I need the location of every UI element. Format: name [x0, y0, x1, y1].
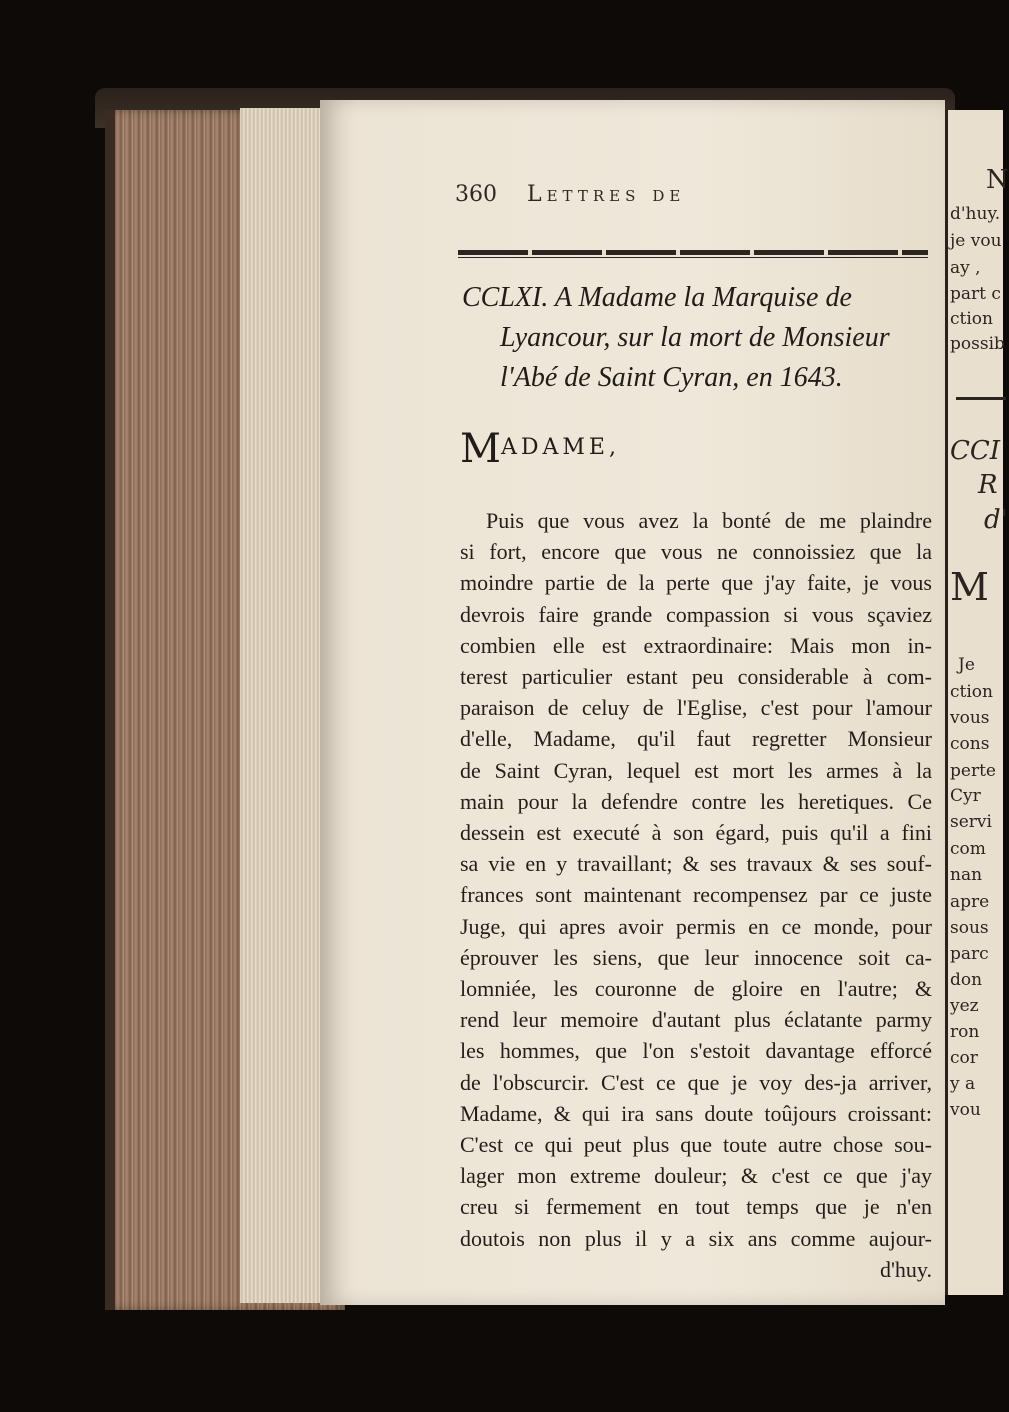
body-line: Juge, qui apres avoir permis en ce monde, pour — [460, 913, 932, 939]
body-line: lager mon extreme douleur; & c'est ce que j'ay — [460, 1163, 932, 1189]
facing-fragment: part c — [950, 284, 1001, 304]
facing-fragment: ction — [950, 309, 993, 329]
letter-title-line: Lyancour, sur la mort de Monsieur — [500, 322, 890, 353]
facing-fragment: servi — [950, 812, 992, 832]
facing-fragment: ron — [950, 1022, 980, 1042]
salutation — [460, 426, 620, 472]
body-line: combien elle est extraordinaire: Mais mon in- — [460, 632, 932, 658]
facing-fragment: y a — [950, 1074, 976, 1094]
facing-fragment: sous — [950, 918, 989, 938]
facing-fragment: ction — [950, 682, 993, 702]
body-line: si fort, encore que vous ne connoissiez que la — [460, 539, 932, 565]
facing-fragment: com — [950, 839, 986, 859]
body-line: doutois non plus il y a six ans comme aujour- — [460, 1225, 932, 1251]
body-line: Puis que vous avez la bonté de me plaindre — [486, 508, 932, 533]
body-line: moindre partie de la perte que j'ay faite, je vous — [460, 570, 932, 596]
body-line: rend leur memoire d'autant plus éclatante parmy — [460, 1007, 932, 1033]
letter-body — [460, 505, 932, 1285]
body-line: Madame, & qui ira sans doute toûjours croissant: — [460, 1100, 932, 1126]
facing-fragment: d'huy. — [950, 204, 1001, 224]
body-line: de l'obscurcir. C'est ce que je voy des-ja arriver, — [460, 1069, 932, 1095]
left-page — [320, 100, 945, 1305]
facing-fragment: perte — [950, 761, 996, 781]
facing-fragment: R — [978, 470, 998, 500]
facing-rule — [956, 397, 1006, 400]
facing-fragment: cons — [950, 734, 990, 754]
body-line: frances sont maintenant recompensez par ce juste — [460, 882, 932, 908]
body-line: main pour la defendre contre les heretiques. Ce — [460, 788, 932, 814]
body-line: terest particulier estant peu considerable à com- — [460, 664, 932, 690]
letter-title-line: CCLXI. A Madame la Marquise de — [462, 282, 852, 313]
letter-title-line: l'Abé de Saint Cyran, en 1643. — [500, 362, 843, 393]
body-line: d'elle, Madame, qu'il faut regretter Monsieur — [460, 726, 932, 752]
running-head — [455, 182, 685, 207]
facing-fragment: apre — [950, 892, 990, 912]
catchword: d'huy. — [879, 1256, 932, 1282]
facing-fragment: CCI — [950, 436, 1001, 466]
facing-fragment: possib — [950, 334, 1005, 354]
facing-fragment: Je — [958, 655, 975, 675]
body-line: les hommes, que l'on s'estoit davantage efforcé — [460, 1038, 932, 1064]
running-title: Lettres de — [527, 182, 686, 207]
facing-fragment: yez — [950, 996, 979, 1016]
salutation-rest: ADAME, — [500, 435, 620, 460]
facing-fragment: je vou — [950, 231, 1002, 251]
facing-fragment: d' — [984, 505, 1008, 535]
body-line: C'est ce qui peut plus que toute autre chose sou- — [460, 1132, 932, 1158]
salutation-initial: M — [460, 426, 501, 472]
facing-fragment: vou — [950, 1100, 981, 1120]
body-line: lomniée, les couronne de gloire en l'autre; & — [460, 976, 932, 1002]
page-number: 360 — [455, 182, 497, 207]
facing-fragment: M — [950, 565, 989, 609]
body-line: devrois faire grande compassion si vous sçaviez — [460, 601, 932, 627]
facing-fragment: cor — [950, 1048, 978, 1068]
body-line: dessein est executé à son égard, puis qu'il a fini — [460, 820, 932, 846]
body-line: de Saint Cyran, lequel est mort les armes à la — [460, 757, 932, 783]
facing-fragment: don — [950, 970, 983, 990]
header-rule — [458, 250, 928, 255]
body-line: éprouver les siens, que leur innocence soit ca- — [460, 944, 932, 970]
facing-fragment: parc — [950, 944, 989, 964]
facing-fragment: Cyr — [950, 786, 981, 806]
body-line: paraison de celuy de l'Eglise, c'est pour l'amour — [460, 695, 932, 721]
facing-fragment: N — [986, 165, 1009, 195]
facing-page — [945, 110, 1009, 1295]
letter-title — [462, 278, 932, 398]
facing-fragment: ay , — [950, 258, 981, 278]
facing-fragment: nan — [950, 865, 983, 885]
header-rule-thin — [458, 257, 928, 258]
body-line: sa vie en y travaillant; & ses travaux & ses souf- — [460, 851, 932, 877]
body-line: creu si fermement en tout temps que je n'en — [460, 1194, 932, 1220]
facing-fragment: vous — [950, 708, 990, 728]
